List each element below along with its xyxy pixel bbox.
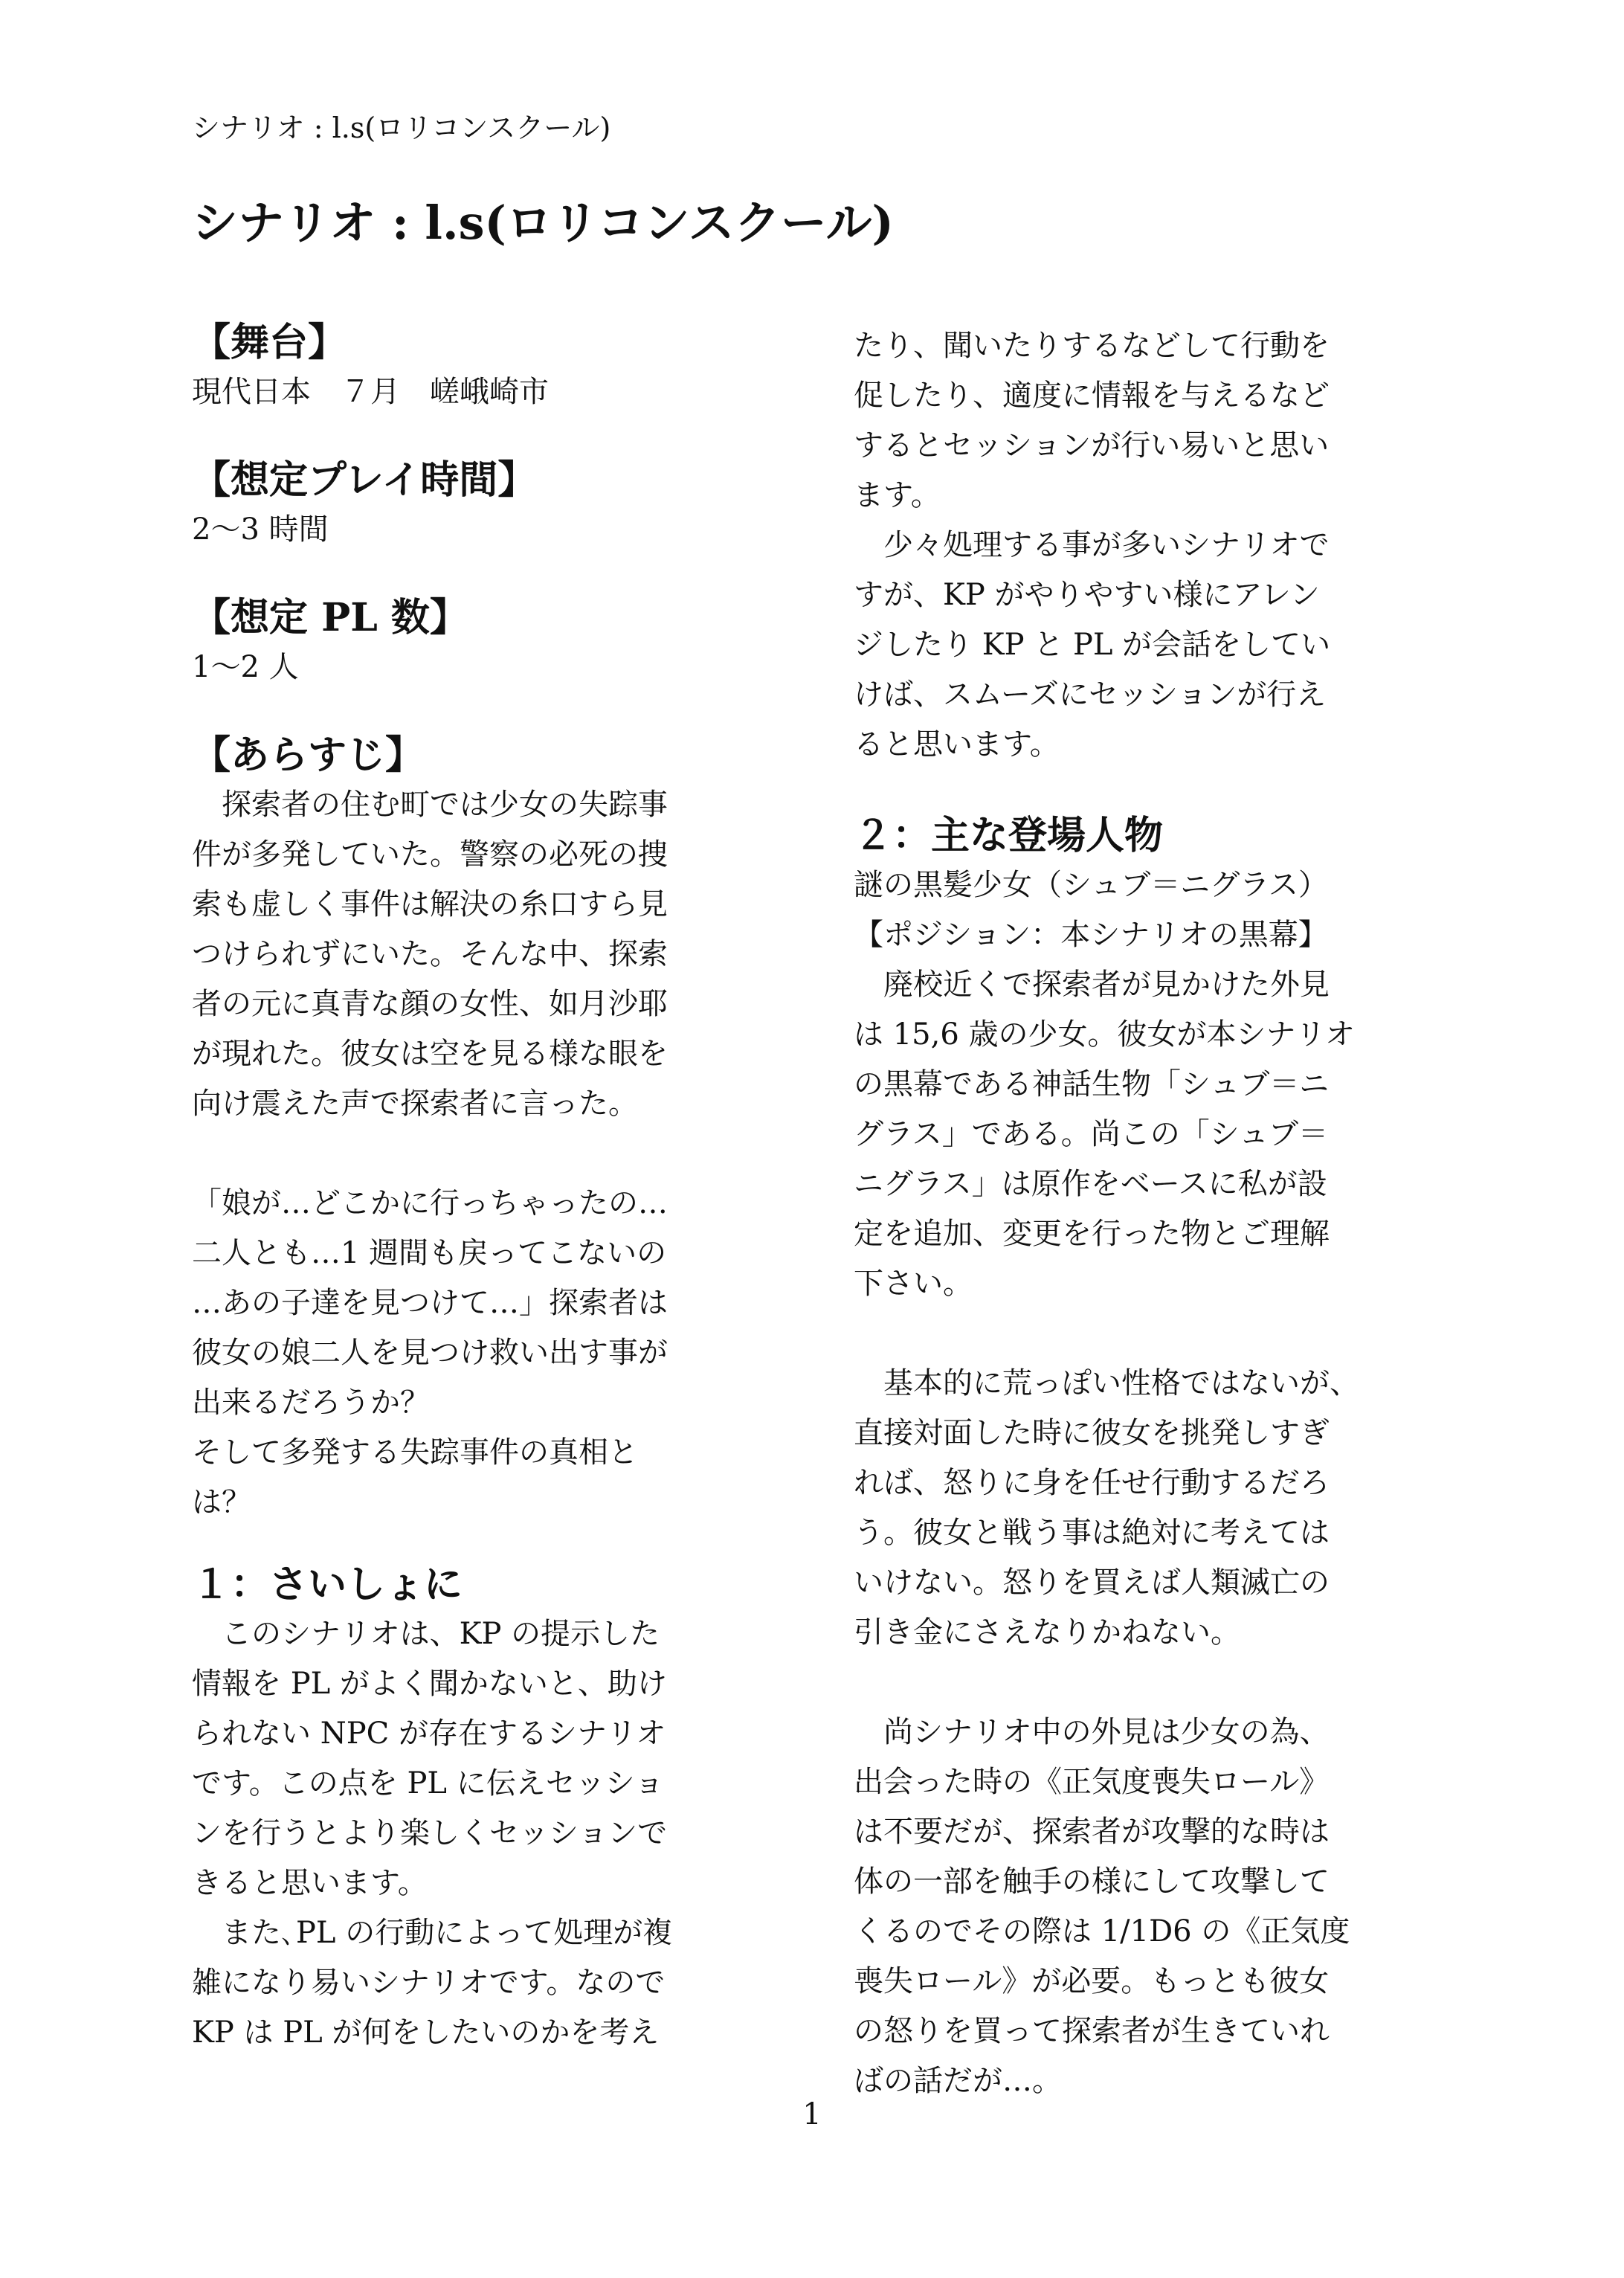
text-line: 出来るだろうか？: [192, 1386, 430, 1420]
text-line: つけられずにいた。そんな中、探索: [192, 937, 668, 971]
text-line: 情報を PL がよく聞かないと、助け: [192, 1667, 667, 1701]
text-line: 二人とも…1 週間も戻ってこないの: [192, 1236, 667, 1270]
synopsis-quote: [192, 1179, 772, 1528]
text-line: グラス」である。尚この「シュブ＝: [854, 1117, 1328, 1151]
character-name: 謎の黒髪少女（シュブ＝ニグラス）: [854, 868, 1328, 902]
character-paragraph-3: [854, 1708, 1449, 2106]
synopsis-paragraph: [192, 780, 772, 1129]
text-line: れば、怒りに身を任せ行動するだろ: [854, 1466, 1330, 1500]
text-line: 探索者の住む町では少女の失踪事: [192, 788, 668, 822]
text-line: られない NPC が存在するシナリオ: [192, 1716, 666, 1751]
text-line: は？: [192, 1485, 251, 1519]
text-line: 体の一部を触手の様にして攻撃して: [854, 1864, 1330, 1899]
page-number: 1: [802, 2097, 822, 2131]
left-column: [192, 318, 772, 2058]
character-paragraph-2: [854, 1359, 1449, 1658]
text-line: 索も虚しく事件は解決の糸口すら見: [192, 887, 668, 921]
section2-heading: ２：主な登場人物: [854, 813, 1164, 858]
text-line: 彼女の娘二人を見つけ救い出す事が: [192, 1336, 668, 1370]
text-line: 下さい。: [854, 1267, 973, 1301]
text-line: きると思います。: [192, 1866, 428, 1900]
section1-heading: １：さいしょに: [192, 1562, 463, 1607]
text-line: 廃校近くで探索者が見かけた外見: [854, 968, 1330, 1002]
text-line: 基本的に荒っぽい性格ではないが、: [854, 1366, 1359, 1400]
text-line: の怒りを買って探索者が生きていれ: [854, 2014, 1330, 2048]
text-line: すが、KP がやりやすい様にアレン: [854, 578, 1320, 612]
text-line: です。この点を PL に伝えセッショ: [192, 1766, 664, 1801]
text-line: 件が多発していた。警察の必死の捜: [192, 837, 668, 872]
section1-paragraph-right: [854, 321, 1449, 770]
text-line: …あの子達を見つけて…」探索者は: [192, 1286, 668, 1320]
play-time-text: 2～3 時間: [192, 512, 329, 547]
section1-paragraph-left: [192, 1609, 772, 2058]
text-line: 直接対面した時に彼女を挑発しすぎ: [854, 1416, 1330, 1450]
pl-count-heading: 【想定 PL 数】: [192, 595, 468, 640]
text-line: けば、スムーズにセッションが行え: [854, 678, 1327, 712]
pl-count-text: 1～2 人: [192, 650, 299, 684]
text-line: そして多発する失踪事件の真相と: [192, 1435, 638, 1470]
text-line: 出会った時の《正気度喪失ロール》: [854, 1765, 1330, 1799]
text-line: 少々処理する事が多いシナリオで: [854, 528, 1330, 562]
text-line: ジしたり KP と PL が会話をしてい: [854, 628, 1331, 662]
running-header: シナリオ : l.s(ロリコンスクール): [192, 112, 611, 144]
character-paragraph-1: [854, 960, 1449, 1309]
text-line: 引き金にさえなりかねない。: [854, 1615, 1240, 1650]
text-line: の黒幕である神話生物「シュブ＝ニ: [854, 1067, 1330, 1101]
text-line: 者の元に真青な顔の女性、如月沙耶: [192, 987, 668, 1021]
text-line: また､PL の行動によって処理が複: [192, 1916, 673, 1950]
text-line: KP は PL が何をしたいのかを考え: [192, 2015, 660, 2050]
text-line: 「娘が…どこかに行っちゃったの…: [192, 1186, 668, 1220]
text-line: くるのでその際は 1/1D6 の《正気度: [854, 1914, 1350, 1949]
text-line: たり、聞いたりするなどして行動を: [854, 329, 1330, 363]
text-line: が現れた。彼女は空を見る様な眼を: [192, 1037, 668, 1071]
text-line: いけない。怒りを買えば人類滅亡の: [854, 1566, 1330, 1600]
right-column: [854, 321, 1449, 2106]
text-line: するとセッションが行い易いと思い: [854, 428, 1330, 463]
stage-text: 現代日本 ７月 嵯峨崎市: [192, 375, 549, 409]
text-line: 尚シナリオ中の外見は少女の為、: [854, 1715, 1330, 1749]
text-line: 向け震えた声で探索者に言った。: [192, 1087, 638, 1121]
stage-heading: 【舞台】: [192, 320, 347, 365]
text-line: ます。: [854, 478, 941, 512]
character-position: 【ポジション：本シナリオの黒幕】: [854, 918, 1328, 952]
text-line: このシナリオは、KP の提示した: [192, 1617, 660, 1651]
text-line: 雑になり易いシナリオです。なので: [192, 1966, 666, 2000]
text-line: 喪失ロール》が必要。もっとも彼女: [854, 1964, 1330, 1998]
text-line: ばの話だが…。: [854, 2064, 1062, 2098]
synopsis-heading: 【あらすじ】: [192, 733, 425, 778]
text-line: ニグラス」は原作をベースに私が設: [854, 1167, 1327, 1201]
text-line: は 15,6 歳の少女。彼女が本シナリオ: [854, 1017, 1356, 1052]
text-line: う。彼女と戦う事は絶対に考えては: [854, 1516, 1330, 1550]
text-line: ンを行うとより楽しくセッションで: [192, 1816, 668, 1850]
text-line: ると思います。: [854, 727, 1060, 762]
text-line: 定を追加、変更を行った物とご理解: [854, 1217, 1330, 1251]
text-line: 促したり、適度に情報を与えるなど: [854, 379, 1330, 413]
play-time-heading: 【想定プレイ時間】: [192, 457, 537, 503]
text-line: は不要だが、探索者が攻撃的な時は: [854, 1815, 1330, 1849]
document-title: シナリオ : l.s(ロリコンスクール): [192, 196, 894, 250]
